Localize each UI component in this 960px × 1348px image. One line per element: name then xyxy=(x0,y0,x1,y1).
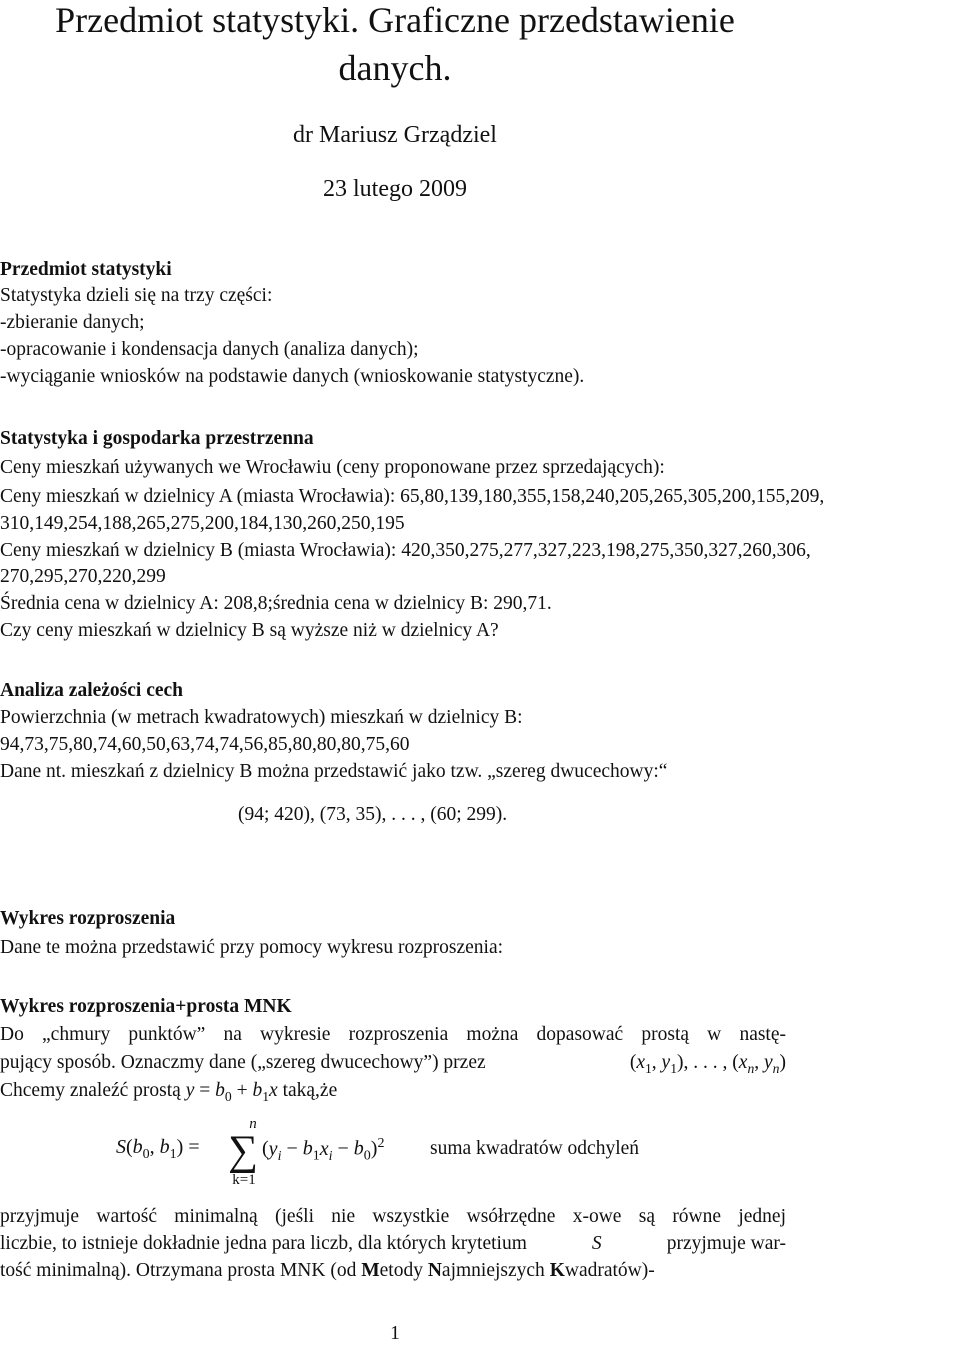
math-sum-term: $(y_i - b_1x_i - b_0)^2$ xyxy=(262,1136,385,1164)
text-fragment: tość minimalną). Otrzymana prosta MNK (od xyxy=(0,1260,362,1281)
page-number: 1 xyxy=(390,1323,400,1344)
math-s-function: $S(b_0$, $b_1$) = xyxy=(116,1136,200,1162)
text-line: -opracowanie i kondensacja danych (analiza danych); xyxy=(0,339,419,360)
text-line: Średnia cena w dzielnicy A: 208,8;średnia cena w dzielnicy B: 290,71. xyxy=(0,593,552,614)
bold-letter-m: M xyxy=(361,1260,380,1281)
section-heading-przedmiot: Przedmiot statystyki xyxy=(0,259,172,280)
sigma-symbol: ∑ xyxy=(228,1128,258,1174)
text-line-with-math xyxy=(0,1231,786,1257)
text-line-with-math xyxy=(0,1078,337,1110)
math-data-pairs: ($x_1$, $y_1$), . . . , ($x_n$, $y_n$) xyxy=(629,1052,786,1076)
bold-letter-k: K xyxy=(549,1260,565,1281)
text-line: przyjmuje wartość minimalną (jeśli nie wszystkie wsółrzędne x-owe są równe jednej xyxy=(0,1206,786,1227)
section-heading-analiza: Analiza zależości cech xyxy=(0,680,184,701)
sum-label: suma kwadratów odchyleń xyxy=(430,1138,640,1159)
text-line: Dane nt. mieszkań z dzielnicy B można przedstawić jako tzw. „szereg dwucechowy:“ xyxy=(0,761,668,782)
text-line-mnk xyxy=(0,1258,655,1284)
text-fragment: liczbie, to istnieje dokładnie jedna para liczb, dla których krytetium xyxy=(0,1233,527,1254)
text-line: -zbieranie danych; xyxy=(0,312,145,333)
date: 23 lutego 2009 xyxy=(323,176,467,202)
text-fragment: etody xyxy=(379,1260,428,1281)
text-line: Ceny mieszkań używanych we Wrocławiu (ceny proponowane przez sprzedających): xyxy=(0,457,665,478)
document-title-line1: Przedmiot statystyki. Graficzne przedstawienie xyxy=(55,0,735,40)
text-line: Ceny mieszkań w dzielnicy A (miasta Wrocławia): 65,80,139,180,355,158,240,205,265,305,200,155,209, xyxy=(0,486,825,507)
text-fragment: ajmniejszych xyxy=(441,1260,550,1281)
text-fragment: Chcemy znaleźć prostą xyxy=(0,1080,181,1101)
text-fragment: przyjmuje war- xyxy=(666,1233,786,1254)
text-line: 94,73,75,80,74,60,50,63,74,74,56,85,80,80,80,75,60 xyxy=(0,734,410,755)
section-heading-gospodarka: Statystyka i gospodarka przestrzenna xyxy=(0,428,314,449)
text-line: Powierzchnia (w metrach kwadratowych) mieszkań w dzielnicy B: xyxy=(0,707,523,728)
bold-letter-n: N xyxy=(427,1260,442,1281)
section-heading-mnk: Wykres rozproszenia+prosta MNK xyxy=(0,996,292,1017)
document-title-line2: danych. xyxy=(338,48,452,88)
pairs-formula: (94; 420), (73, 35), . . . , (60; 299). xyxy=(238,804,508,825)
text-fragment: wadratów)- xyxy=(564,1260,655,1281)
text-line: 270,295,270,220,299 xyxy=(0,566,166,587)
text-fragment: taką,że xyxy=(282,1080,338,1101)
author: dr Mariusz Grządziel xyxy=(293,122,497,148)
text-line: Ceny mieszkań w dzielnicy B (miasta Wrocławia): 420,350,275,277,327,223,198,275,350,327,260,306, xyxy=(0,540,811,561)
section-heading-wykres: Wykres rozproszenia xyxy=(0,908,176,929)
text-line: Czy ceny mieszkań w dzielnicy B są wyższe niż w dzielnicy A? xyxy=(0,620,499,641)
text-line: -wyciąganie wniosków na podstawie danych (wnioskowanie statystyczne). xyxy=(0,366,585,387)
math-line-equation: $y = b_0 + b_1x$ xyxy=(185,1080,278,1104)
sum-lower-limit: k=1 xyxy=(232,1172,256,1188)
text-line: Do „chmury punktów” na wykresie rozproszenia można dopasować prostą w nastę- xyxy=(0,1024,786,1045)
sum-upper-limit: n xyxy=(249,1116,257,1132)
text-line: Statystyka dzieli się na trzy części: xyxy=(0,285,273,306)
math-s: S xyxy=(591,1233,602,1254)
text-line: 310,149,254,188,265,275,200,184,130,260,250,195 xyxy=(0,513,405,534)
text-line: Dane te można przedstawić przy pomocy wykresu rozproszenia: xyxy=(0,937,504,958)
text-fragment: pujący sposób. Oznaczmy dane („szereg dwucechowy”) przez xyxy=(0,1052,486,1073)
